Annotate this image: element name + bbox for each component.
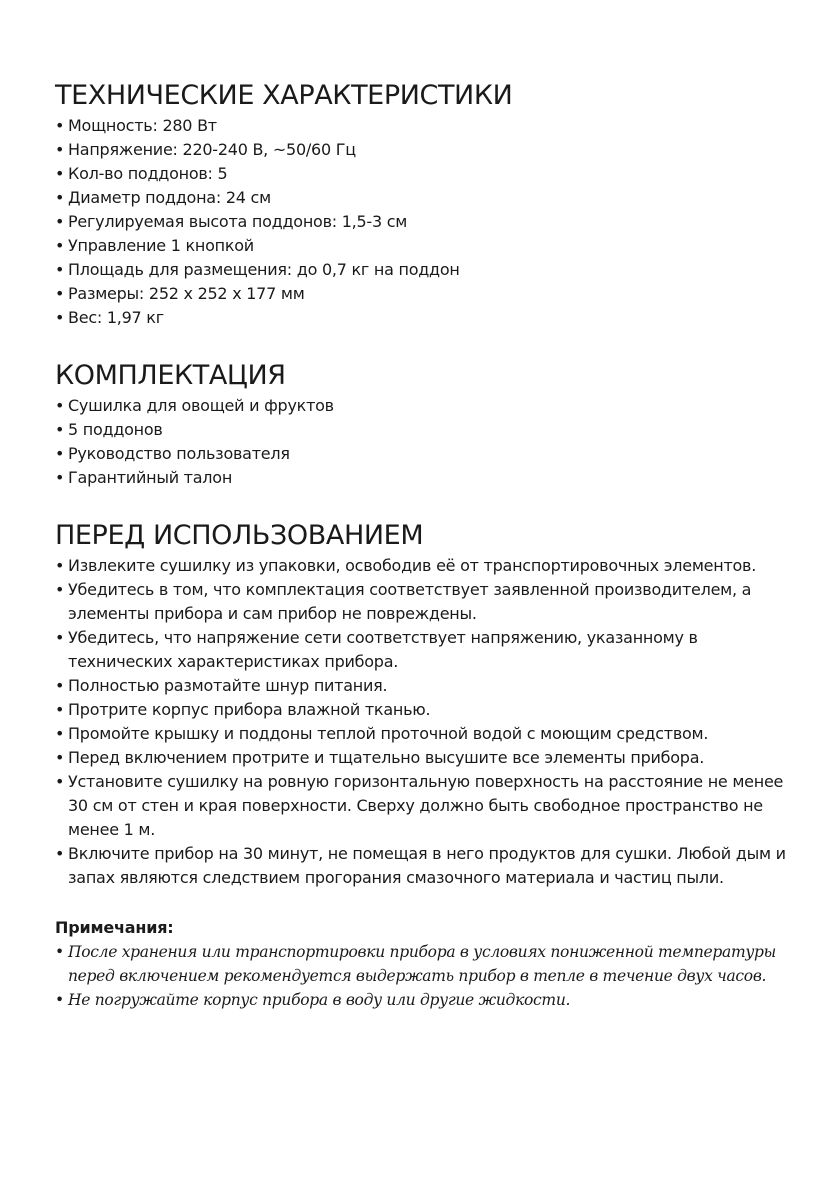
package-heading: КОМПЛЕКТАЦИЯ [55,360,286,391]
package-item-warranty: • Гарантийный талон [55,466,795,490]
notes-list [55,940,795,1012]
notes-section [55,916,795,1012]
before-use-list [55,554,795,890]
notes-item-no-water: • Не погружайте корпус прибора в воду или другие жидкости. [55,988,795,1012]
notes-item-cold-storage: • После хранения или транспортировки прибора в условиях пониженной температуры перед включением рекомендуется выдержать прибор в тепле в течение двух часов. [55,940,795,988]
specs-item-tray-count: • Кол-во поддонов: 5 [55,162,795,186]
before-use-item-wipe-body: • Протрите корпус прибора влажной тканью. [55,698,795,722]
specs-item-weight: • Вес: 1,97 кг [55,306,795,330]
package-item-dryer: • Сушилка для овощей и фруктов [55,394,795,418]
package-section [55,360,795,490]
notes-heading: Примечания: [55,918,174,937]
before-use-item-first-run: • Включите прибор на 30 минут, не помещая в него продуктов для сушки. Любой дым и запах являются следствием прогорания смазочного материала и частиц пыли. [55,842,795,890]
before-use-item-check-package: • Убедитесь в том, что комплектация соответствует заявленной производителем, а элементы прибора и сам прибор не повреждены. [55,578,795,626]
before-use-heading: ПЕРЕД ИСПОЛЬЗОВАНИЕМ [55,520,424,551]
specs-item-capacity: • Площадь для размещения: до 0,7 кг на поддон [55,258,795,282]
before-use-item-unwind-cord: • Полностью размотайте шнур питания. [55,674,795,698]
specs-item-voltage: • Напряжение: 220-240 В, ~50/60 Гц [55,138,795,162]
specs-item-tray-diameter: • Диаметр поддона: 24 см [55,186,795,210]
specs-item-control: • Управление 1 кнопкой [55,234,795,258]
package-item-manual: • Руководство пользователя [55,442,795,466]
before-use-item-placement: • Установите сушилку на ровную горизонтальную поверхность на расстояние не менее 30 см от стен и края поверхности. Сверху должно быть свободное пространство не менее 1 м. [55,770,795,842]
before-use-item-check-voltage: • Убедитесь, что напряжение сети соответствует напряжению, указанному в технических характеристиках прибора. [55,626,795,674]
before-use-item-unpack: • Извлеките сушилку из упаковки, освободив её от транспортировочных элементов. [55,554,795,578]
specs-list [55,114,795,330]
before-use-item-dry-parts: • Перед включением протрите и тщательно высушите все элементы прибора. [55,746,795,770]
document-page [55,80,795,1042]
before-use-section [55,520,795,890]
specs-heading: ТЕХНИЧЕСКИЕ ХАРАКТЕРИСТИКИ [55,80,513,111]
specs-item-tray-height: • Регулируемая высота поддонов: 1,5-3 см [55,210,795,234]
package-list [55,394,795,490]
specs-section [55,80,795,330]
package-item-trays: • 5 поддонов [55,418,795,442]
specs-item-dimensions: • Размеры: 252 x 252 x 177 мм [55,282,795,306]
specs-item-power: • Мощность: 280 Вт [55,114,795,138]
before-use-item-wash-trays: • Промойте крышку и поддоны теплой проточной водой с моющим средством. [55,722,795,746]
